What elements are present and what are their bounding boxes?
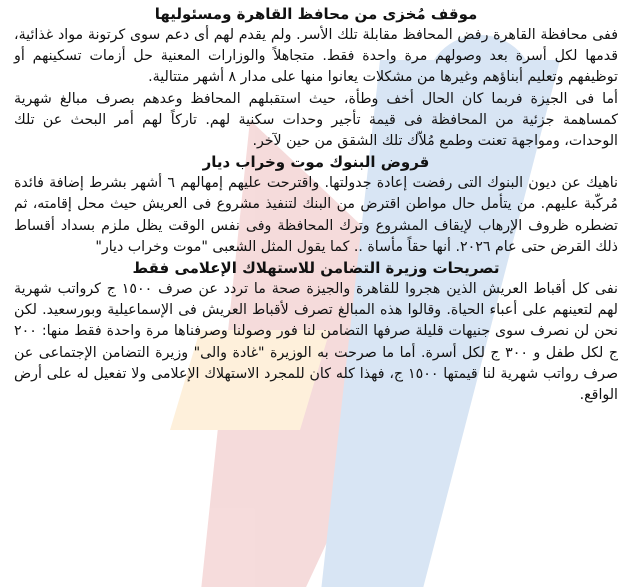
paragraph-cairo: ففى محافظة القاهرة رفض المحافظ مقابلة تلك الأسر. ولم يقدم لهم أى دعم سوى كرتونة مواد غذائية، قدمها لكل أسرة بعد وصولهم مرة واحدة فقط. متجاهلاً والوزارات المعنية حل أزمات تسكينهم أو توظيفهم وتعليم أبناؤهم وغيرها من مشكلات يعانوا منها على مدار ٨ أشهر متتالية. [14, 27, 618, 86]
section-heading-minister-statements: تصريحات وزيرة التضامن للاستهلاك الإعلامى فقط [132, 259, 500, 278]
section-heading-bank-loans: قروض البنوك موت وخراب ديار [202, 153, 430, 172]
paragraph-giza: أما فى الجيزة فربما كان الحال أخف وطأة، حيث استقبلهم المحافظ وعدهم بصرف مبالغ شهرية كمساهمة جزئية من المحافظة فى قيمة تأجير وحدات سكنية لهم. تاركاً لهم أمر البحث عن تلك الوحدات، ومواجهة تعنت وطمع مُلاّك تلك الشقق من حين لآخر. [14, 90, 618, 150]
section-heading-cairo-governor: موقف مُخزى من محافظ القاهرة ومسئوليها [154, 5, 478, 23]
paragraph-minister-statements: نفى كل أقباط العريش الذين هجروا للقاهرة والجيزة صحة ما تردد عن صرف ١٥٠٠ ج كرواتب شهرية لهم لتعينهم على أعباء الحياة. وقالوا هذه المبالغ تصرف لأقباط العريش فى الإسماعيلية وبورسعيد. لكن نحن لن نصرف سوى جنيهات قليلة صرفها التضامن لنا فور وصولنا وصرفناها مرة واحدة فقط منها: ٢٠٠ ج لكل طفل و ٣٠٠ ج لكل أسرة. أما ما صرحت به الوزيرة "غادة والى" وزيرة التضامن الإجتماعى عن صرف رواتب شهرية لنا قيمتها ١٥٠٠ ج، فهذا كله كان للمجرد الاستهلاك الإعلامى ولا تفعيل له على أرض الواقع. [14, 281, 618, 404]
paragraph-bank-loans: ناهيك عن ديون البنوك التى رفضت إعادة جدولتها. واقترحت عليهم إمهالهم ٦ أشهر بشرط إضافة فائدة مُركّبة عليهم. من يتأمل حال مواطن اقترض من البنك لتنفيذ مشروع فى العريش حيث محل إقامته، ثم تضطره ظروف الإرهاب لإيقاف المشروع وترك المحافظة وفى نفس الوقت يظل ملزم بسداد أقساط ذلك القرض حتى عام ٢٠٢٦. أنها حقاً مأساة .. كما يقول المثل الشعبى "موت وخراب ديار" [14, 175, 618, 255]
